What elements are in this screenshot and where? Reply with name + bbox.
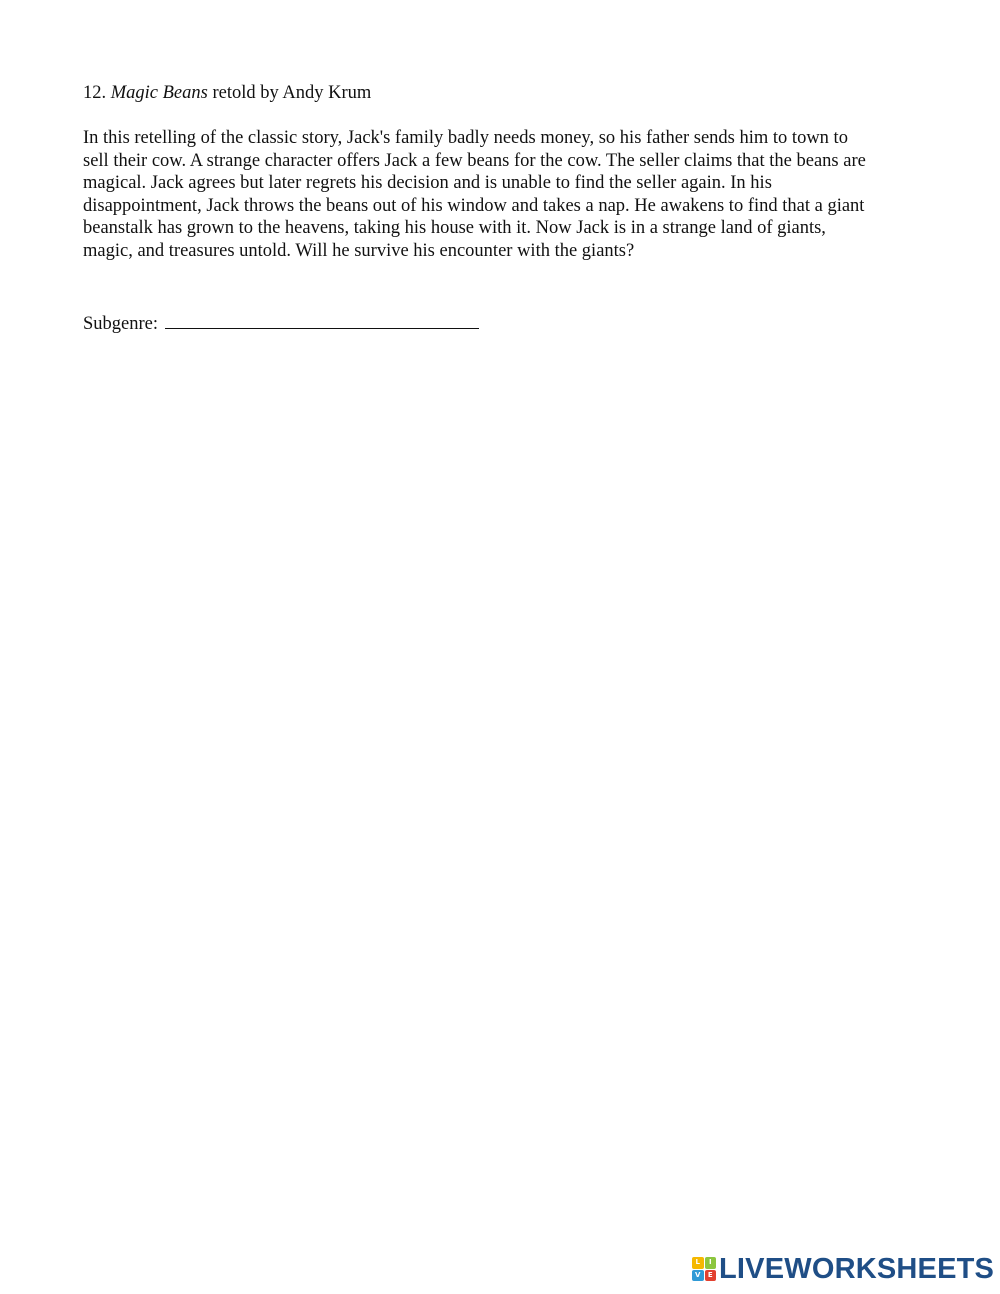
logo-letter: L (692, 1257, 704, 1269)
liveworksheets-branding (692, 1254, 994, 1284)
summary-line: sell their cow. A strange character offers Jack a few beans for the cow. The seller claims that the beans are (83, 150, 866, 171)
subgenre-row (83, 310, 479, 335)
story-heading (83, 82, 371, 104)
logo-letter: E (705, 1270, 717, 1282)
summary-line: beanstalk has grown to the heavens, taking his house with it. Now Jack is in a strange land of giants, (83, 218, 826, 239)
subgenre-label: Subgenre: (83, 314, 159, 334)
story-summary (83, 127, 933, 263)
summary-line: magical. Jack agrees but later regrets his decision and is unable to find the seller again. In his (83, 173, 772, 194)
logo-letter: V (692, 1270, 704, 1282)
brand-name: LIVEWORKSHEETS (719, 1253, 995, 1285)
story-byline: retold by Andy Krum (212, 83, 372, 103)
summary-line: disappointment, Jack throws the beans out of his window and takes a nap. He awakens to find that a giant (83, 195, 865, 216)
story-title: Magic Beans (110, 83, 208, 103)
subgenre-answer-blank[interactable] (165, 310, 479, 329)
item-number: 12. (83, 83, 107, 103)
summary-line: magic, and treasures untold. Will he survive his encounter with the giants? (83, 240, 635, 261)
logo-letter: I (705, 1257, 717, 1269)
summary-line: In this retelling of the classic story, Jack's family badly needs money, so his father sends him to town to (83, 128, 848, 148)
liveworksheets-logo-icon (692, 1257, 716, 1281)
